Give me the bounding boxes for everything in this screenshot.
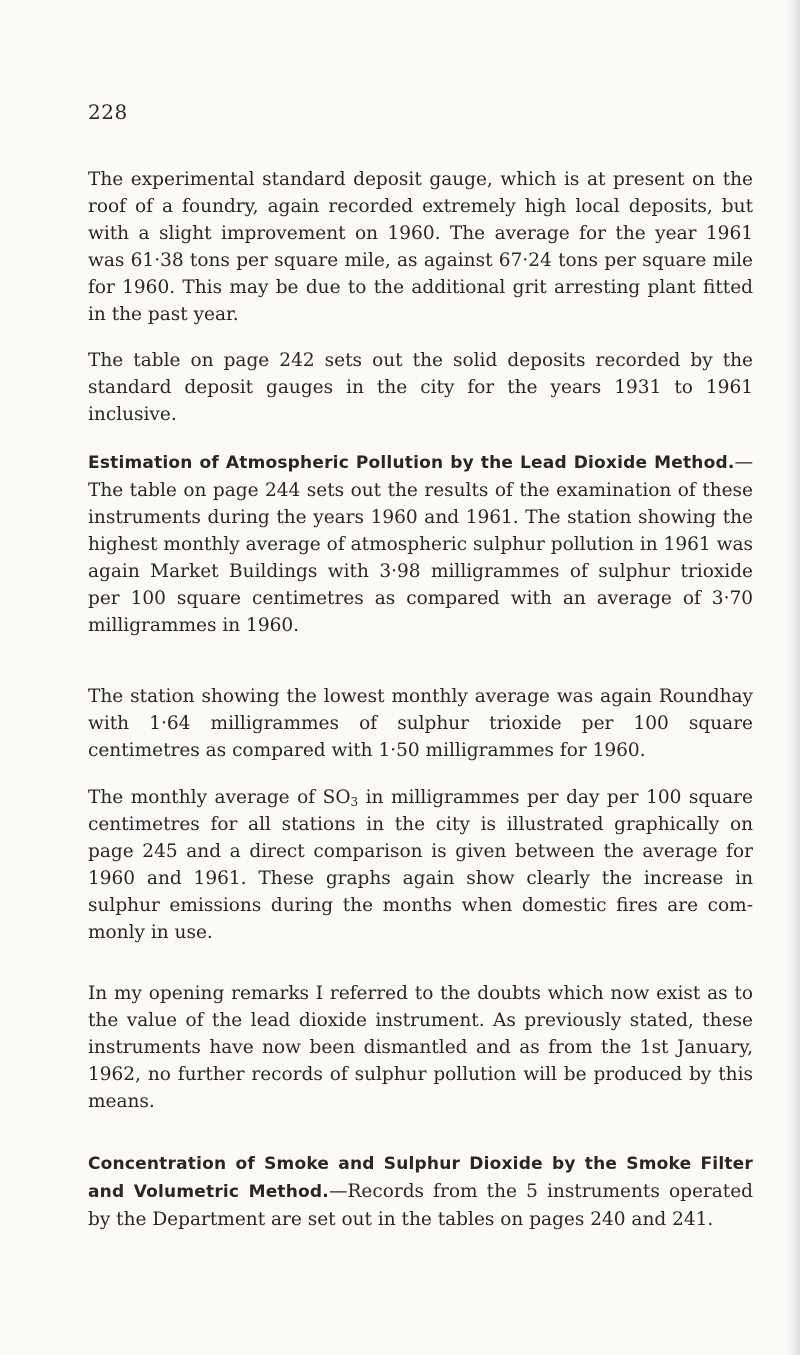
paragraph-monthly-average-so3 — [88, 784, 753, 946]
paragraph-so3-lead: The monthly average of SO — [88, 787, 351, 808]
page-number: 228 — [88, 100, 128, 124]
section-heading-lead-dioxide: Estimation of Atmospheric Pollution by the Lead Dioxide Method. — [88, 453, 735, 473]
paragraph-smoke-filter-body: —Records from the 5 instruments operated by the Department are set out in the tables on pages 240 and 241. — [88, 1181, 753, 1230]
paragraph-lead-dioxide-body: —The table on page 244 sets out the results of the examination of these instruments during the years 1960 and 1961. The station showing the highest monthly average of atmospheric sulphur pollution in 1961 was again Market Buildings with 3·98 milligrammes of sulphur trioxide per 100 square centimetres as compared with an average of 3·70 milligrammes in 1960. — [88, 452, 753, 636]
page-edge-shadow — [786, 0, 800, 1355]
subscript-three: 3 — [350, 795, 359, 809]
paragraph-solid-deposits-table: The table on page 242 sets out the solid deposits recorded by the standard deposit gauges in the city for the years 1931 to 1961 inclusive. — [88, 350, 753, 425]
paragraph-lowest-average: The station showing the lowest monthly average was again Roundhay with 1·64 milligrammes of sulphur trioxide per 100 square centimetres as compared with 1·50 milligrammes for 1960. — [88, 686, 753, 761]
paragraph-so3-rest: in milligrammes per day per 100 square centimetres for all stations in the city is illustrated graphically on page 245 and a direct comparison is given between the average for 1960 and 1961. These graphs again show clearly the increase in sulphur emissions during the months when domestic fires are commonly in use. — [88, 787, 753, 943]
paragraph-opening-remarks: In my opening remarks I referred to the doubts which now exist as to the value of the lead dioxide instrument. As previously stated, these instruments have now been dismantled and as from the 1st January, 1962, no further records of sulphur pollution will be produced by this means. — [88, 983, 753, 1112]
paragraph-smoke-filter-method — [88, 1150, 753, 1233]
paragraph-deposit-gauge: The experimental standard deposit gauge, which is at present on the roof of a foundry, again recorded extremely high local deposits, but with a slight improvement on 1960. The average for the year 1961 was 61·38 tons per square mile, as against 67·24 tons per square mile for 1960. This may be due to the additional grit arresting plant fitted in the past year. — [88, 169, 753, 325]
paragraph-lead-dioxide-method — [88, 449, 753, 639]
section-heading-smoke-sulphur: Concentration of Smoke and Sulphur Dioxide by the Smoke Filter and Volumetric Method. — [88, 1154, 753, 1202]
